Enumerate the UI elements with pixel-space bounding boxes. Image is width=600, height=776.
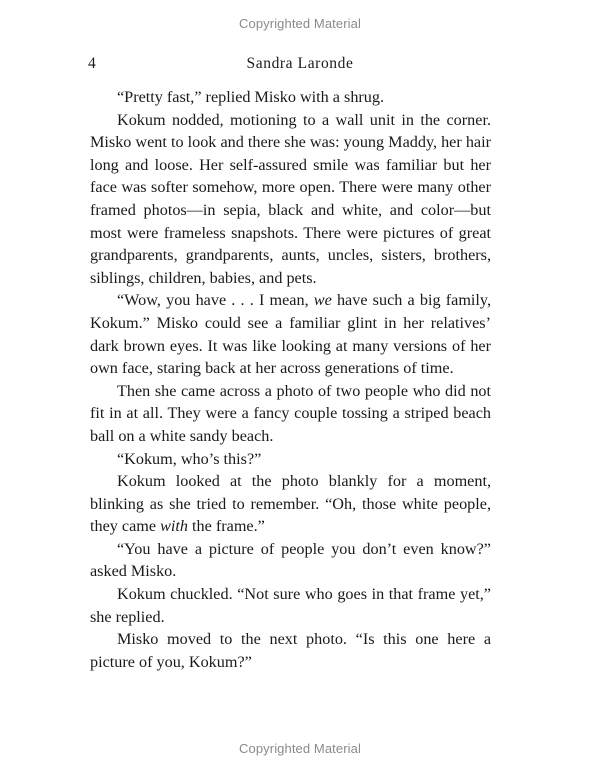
copyright-watermark-top: Copyrighted Material (239, 16, 361, 31)
text-segment: Kokum looked at the photo blankly for a moment, blinking as she tried to remember. “Oh, those white people, they came (90, 472, 491, 536)
text-segment: Kokum chuckled. “Not sure who goes in that frame yet,” she replied. (90, 585, 491, 626)
copyright-watermark-bottom: Copyrighted Material (239, 741, 361, 756)
text-segment: the frame.” (188, 517, 265, 536)
paragraph-9 (90, 628, 491, 673)
body-text (90, 86, 491, 673)
paragraph-3 (90, 289, 491, 379)
paragraph-1 (90, 86, 491, 109)
paragraph-6 (90, 470, 491, 538)
paragraph-2 (90, 109, 491, 290)
paragraph-5 (90, 448, 491, 471)
text-segment: Misko moved to the next photo. “Is this one here a picture of you, Kokum?” (90, 630, 491, 671)
text-segment: Kokum nodded, motioning to a wall unit in the corner. Misko went to look and there she was: young Maddy, her hair long and loose. Her self-assured smile was familiar but her face was softer somehow, more open. There were many other framed photos—in sepia, black and white, and color—but most were frameless snapshots. There were pictures of great grandparents, grandparents, aunts, uncles, sisters, brothers, siblings, children, babies, and pets. (90, 110, 491, 287)
text-segment: “Kokum, who’s this?” (117, 449, 262, 468)
paragraph-8 (90, 583, 491, 628)
text-segment: Then she came across a photo of two people who did not fit in at all. They were a fancy couple tossing a striped beach ball on a white sandy beach. (90, 381, 491, 445)
italic-emphasis: we (313, 291, 332, 310)
running-head-author: Sandra Laronde (246, 55, 354, 72)
text-segment: have such a big family, Kokum.” Misko could see a familiar glint in her relatives’ dark brown eyes. It was like looking at many versions of her own face, staring back at her across generations of time. (90, 291, 491, 378)
page-number: 4 (88, 55, 96, 72)
text-segment: “Pretty fast,” replied Misko with a shrug. (117, 88, 385, 106)
italic-emphasis: with (160, 517, 188, 536)
paragraph-4 (90, 380, 491, 448)
text-segment: “Wow, you have . . . I mean, (117, 291, 314, 310)
paragraph-7 (90, 538, 491, 583)
text-segment: “You have a picture of people you don’t even know?” asked Misko. (90, 539, 491, 581)
